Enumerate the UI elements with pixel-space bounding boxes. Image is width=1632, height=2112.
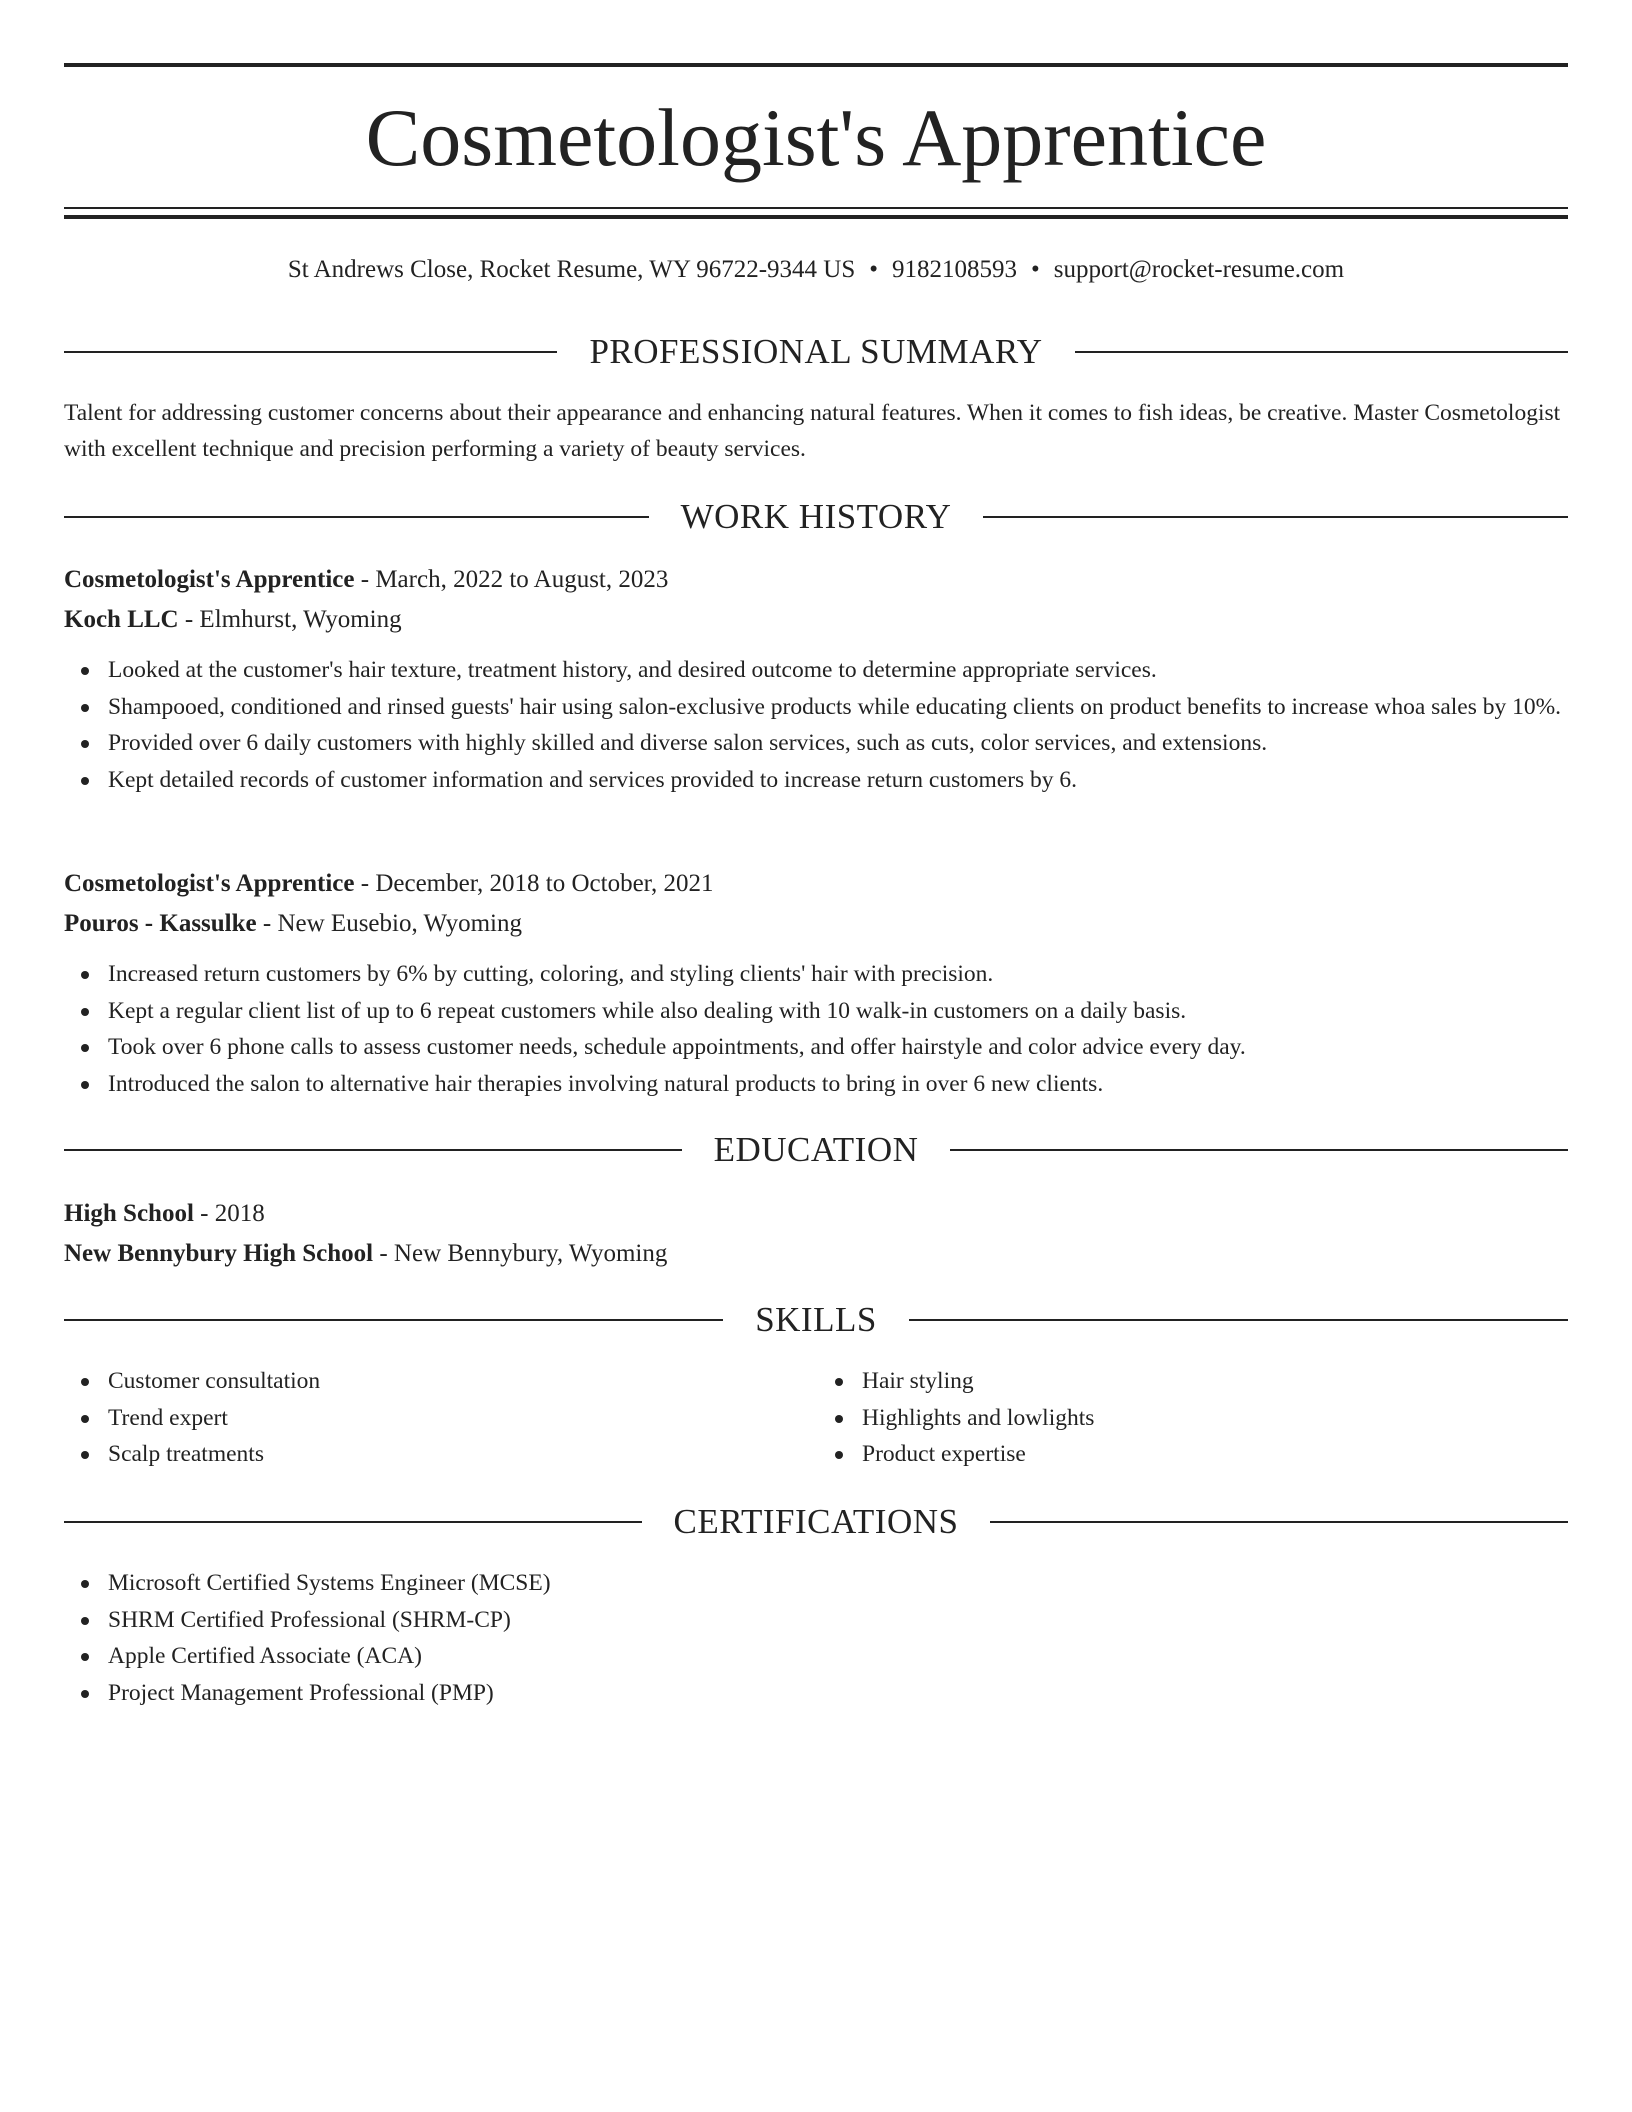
list-item: Microsoft Certified Systems Engineer (MCSE): [64, 1565, 1568, 1602]
job-company-line: [64, 904, 1568, 944]
list-item: Took over 6 phone calls to assess customer needs, schedule appointments, and offer hairstyle and color advice every day.: [64, 1029, 1568, 1066]
certifications-heading-label: CERTIFICATIONS: [673, 1502, 959, 1541]
list-item: Customer consultation: [64, 1363, 814, 1400]
certifications-heading: [64, 1502, 1568, 1542]
list-item: Kept detailed records of customer information and services provided to increase return customers by 6.: [64, 762, 1568, 799]
summary-text: Talent for addressing customer concerns about their appearance and enhancing natural features. When it comes to fish ideas, be creative. Master Cosmetologist with excellent technique and precision performing a variety of beauty services.: [64, 400, 1561, 462]
job-location: - New Eusebio, Wyoming: [256, 910, 522, 937]
work-history-heading-label: WORK HISTORY: [680, 497, 952, 536]
education-school: New Bennybury High School: [64, 1240, 374, 1267]
education-location: - New Bennybury, Wyoming: [373, 1240, 668, 1267]
resume-title: Cosmetologist's Apprentice: [365, 92, 1267, 183]
list-item: Shampooed, conditioned and rinsed guests' hair using salon-exclusive products while educating clients on product benefits to increase whoa sales by 10%.: [64, 689, 1568, 726]
list-item: Project Management Professional (PMP): [64, 1675, 1568, 1712]
education-year: - 2018: [193, 1200, 265, 1227]
skills-list: [64, 1363, 1568, 1473]
heading-rule-left: [64, 351, 557, 353]
skills-column-left: [64, 1363, 814, 1473]
education-degree: High School: [64, 1200, 194, 1227]
work-history-heading: [64, 497, 1568, 537]
summary-heading: [64, 332, 1568, 372]
job-title-line: [64, 864, 1568, 904]
skills-heading-label: SKILLS: [755, 1300, 877, 1339]
list-item: Increased return customers by 6% by cutting, coloring, and styling clients' hair with precision.: [64, 956, 1568, 993]
list-item: Looked at the customer's hair texture, treatment history, and desired outcome to determine appropriate services.: [64, 652, 1568, 689]
heading-rule-right: [950, 1149, 1568, 1151]
list-item: Product expertise: [818, 1436, 1568, 1473]
job-company: Pouros - Kassulke: [64, 910, 257, 937]
list-item: Scalp treatments: [64, 1436, 814, 1473]
job-entry-2: [64, 864, 1568, 1102]
certifications-bullets: [64, 1565, 1568, 1711]
contact-separator: •: [869, 256, 879, 283]
job-dates: - March, 2022 to August, 2023: [354, 566, 669, 593]
job-entry-1: [64, 560, 1568, 798]
contact-phone: 9182108593: [892, 256, 1018, 283]
job-company-line: [64, 600, 1568, 640]
title-rule-thin: [64, 207, 1568, 209]
education-heading: [64, 1130, 1568, 1170]
contact-email: support@rocket-resume.com: [1053, 256, 1345, 283]
contact-line: [64, 252, 1568, 288]
heading-rule-right: [983, 516, 1568, 518]
job-company: Koch LLC: [64, 606, 179, 633]
certifications-list: [64, 1565, 1568, 1711]
job-dates: - December, 2018 to October, 2021: [354, 870, 714, 897]
list-item: Provided over 6 daily customers with highly skilled and diverse salon services, such as cuts, color services, and extensions.: [64, 725, 1568, 762]
contact-separator: •: [1031, 256, 1040, 283]
contact-address: St Andrews Close, Rocket Resume, WY 96722-9344 US: [287, 256, 856, 283]
heading-rule-left: [64, 1521, 642, 1523]
job-title: Cosmetologist's Apprentice: [64, 870, 355, 897]
education-entry: [64, 1194, 1568, 1274]
job-title: Cosmetologist's Apprentice: [64, 566, 355, 593]
education-heading-label: EDUCATION: [713, 1130, 919, 1169]
list-item: SHRM Certified Professional (SHRM-CP): [64, 1602, 1568, 1639]
education-school-line: [64, 1234, 1568, 1274]
list-item: Highlights and lowlights: [818, 1400, 1568, 1437]
job-bullets: [64, 956, 1568, 1102]
heading-rule-left: [64, 516, 649, 518]
heading-rule-right: [909, 1319, 1568, 1321]
top-rule: [64, 63, 1568, 67]
heading-rule-right: [1075, 351, 1568, 353]
skills-heading: [64, 1300, 1568, 1340]
education-degree-line: [64, 1194, 1568, 1234]
job-bullets: [64, 652, 1568, 798]
list-item: Trend expert: [64, 1400, 814, 1437]
list-item: Apple Certified Associate (ACA): [64, 1638, 1568, 1675]
heading-rule-left: [64, 1319, 723, 1321]
list-item: Kept a regular client list of up to 6 repeat customers while also dealing with 10 walk-in customers on a daily basis.: [64, 993, 1568, 1030]
summary-heading-label: PROFESSIONAL SUMMARY: [589, 332, 1043, 371]
heading-rule-left: [64, 1149, 682, 1151]
title-rule-thick: [64, 215, 1568, 219]
list-item: Introduced the salon to alternative hair therapies involving natural products to bring in over 6 new clients.: [64, 1066, 1568, 1103]
job-location: - Elmhurst, Wyoming: [178, 606, 402, 633]
heading-rule-right: [990, 1521, 1568, 1523]
skills-column-right: [814, 1363, 1568, 1473]
job-title-line: [64, 560, 1568, 600]
list-item: Hair styling: [818, 1363, 1568, 1400]
